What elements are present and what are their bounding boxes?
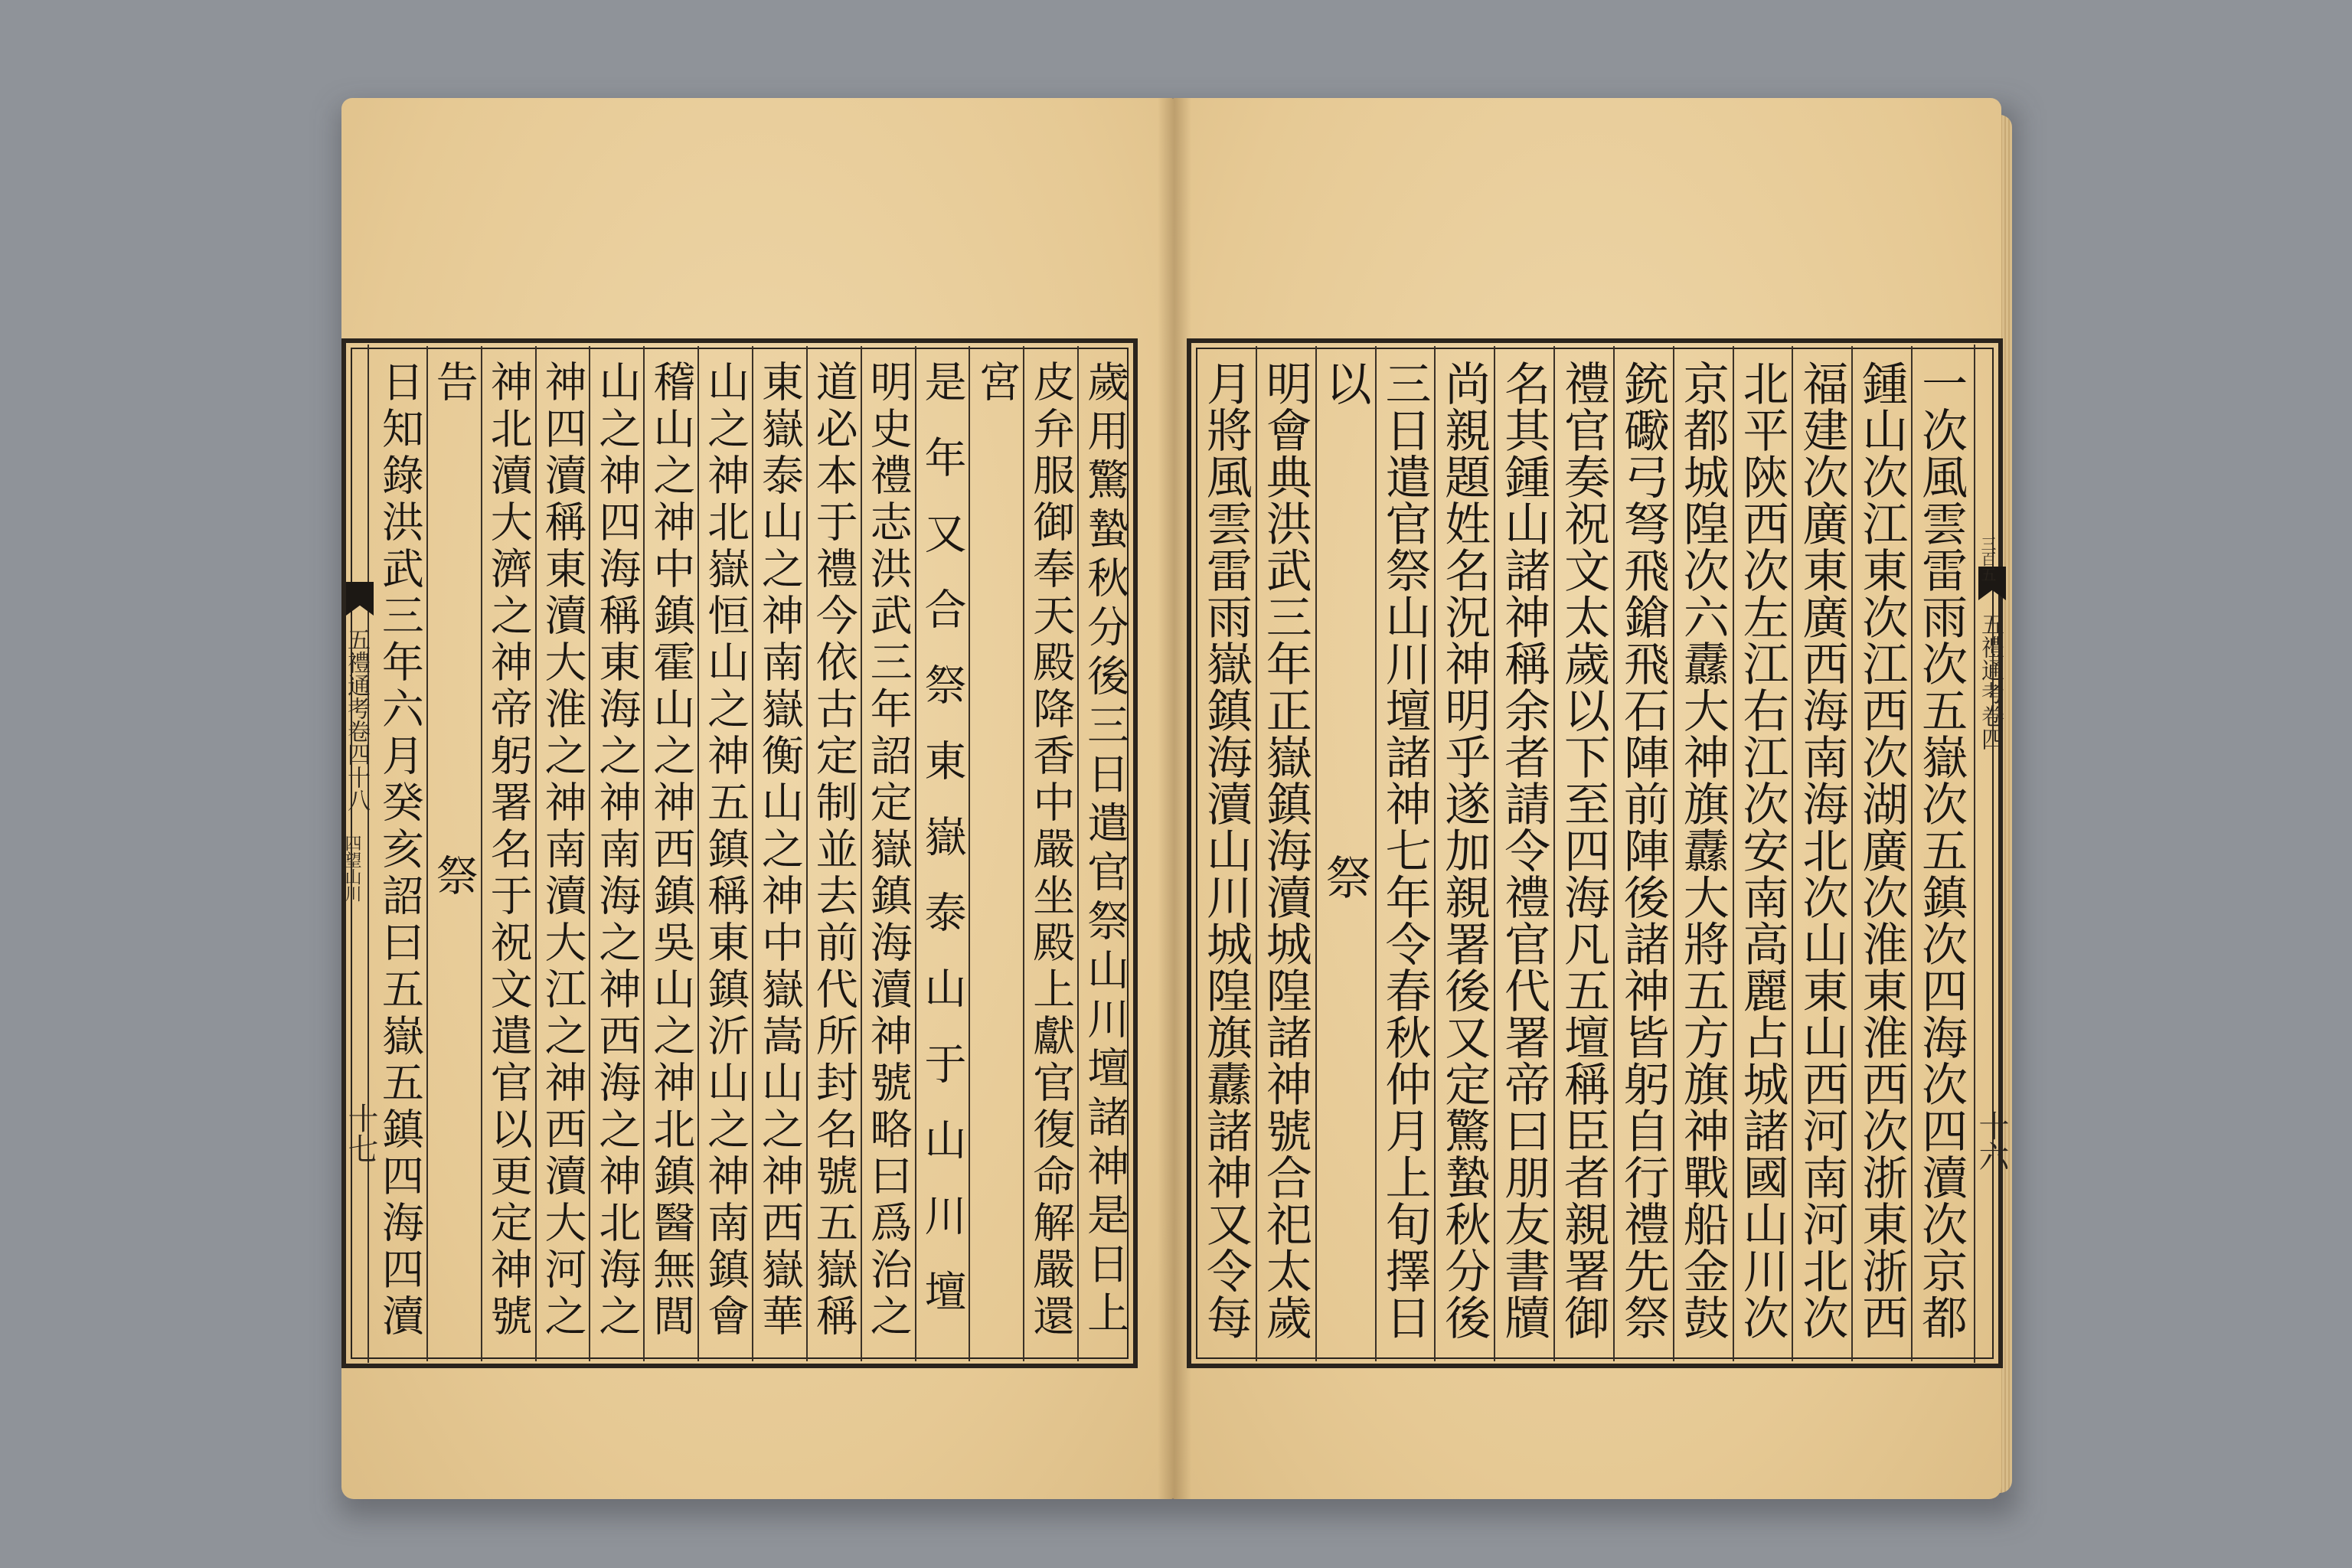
bleed-through xyxy=(1348,130,1404,176)
column-rule xyxy=(535,346,537,1361)
column-rule xyxy=(969,346,970,1361)
right-column-4: 北平陝西次左江右江次安南高麗占城諸國山川次 xyxy=(1735,360,1789,1341)
left-column-13: 告祭 xyxy=(429,360,479,1348)
column-rule xyxy=(1434,346,1436,1361)
right-column-11: 以祭 xyxy=(1318,360,1372,1348)
left-column-10: 山之神四海稱東海之神南海之神西海之神北海之 xyxy=(592,360,642,1341)
column-rule xyxy=(1077,346,1079,1361)
column-rule xyxy=(481,346,482,1361)
right-column-8: 名其鍾山諸神稱余者請令禮官代署帝曰朋友書牘 xyxy=(1497,360,1551,1341)
right-column-7: 禮官奏祝文太歲以下至四海凡五壇稱臣者親署御 xyxy=(1557,360,1610,1341)
column-rule xyxy=(915,346,916,1361)
column-rule xyxy=(1553,346,1555,1361)
column-rule xyxy=(1613,346,1615,1361)
column-rule xyxy=(1851,346,1853,1361)
right-column-5: 京都城隍次六纛大神旗纛大將五方旗神戰船金鼓 xyxy=(1675,360,1730,1341)
right-column-9: 尚親題姓名況神明乎遂加親署後又定驚蟄秋分後 xyxy=(1437,360,1491,1341)
column-rule xyxy=(643,346,645,1361)
column-rule xyxy=(697,346,699,1361)
column-rule xyxy=(589,346,590,1361)
column-rule xyxy=(752,346,753,1361)
right-column-13: 月將風雲雷雨嶽鎮海瀆山川城隍旗纛諸神又令每 xyxy=(1198,360,1253,1341)
right-folio-bottom: 十六 xyxy=(1974,1110,2009,1171)
left-column-2: 皮弁服御奉天殿降香中嚴坐殿上獻官復命解嚴還 xyxy=(1026,360,1076,1341)
left-section-label: 四望山川 xyxy=(342,835,361,902)
left-column-5: 明史禮志洪武三年詔定嶽鎮海瀆神號略曰爲治之 xyxy=(863,360,913,1341)
column-rule xyxy=(1023,346,1024,1361)
column-rule xyxy=(806,346,808,1361)
left-column-7: 東嶽泰山之神南嶽衡山之神中嶽嵩山之神西嶽華 xyxy=(754,360,804,1341)
column-rule xyxy=(1256,346,1257,1361)
right-column-10: 三日遣官祭山川壇諸神七年令春秋仲月上旬擇日 xyxy=(1377,360,1432,1341)
column-rule xyxy=(1911,346,1913,1361)
right-column-2: 鍾山次江東次江西次湖廣次淮東淮西次浙東浙西 xyxy=(1854,360,1909,1341)
column-rule xyxy=(426,346,428,1361)
left-column-8: 山之神北嶽恒山之神五鎮稱東鎮沂山之神南鎮會 xyxy=(701,360,750,1341)
right-column-1: 一次風雲雷雨次五嶽次五鎮次四海次四瀆次京都 xyxy=(1914,360,1968,1341)
left-column-4: 是年又合祭東嶽泰山于山川壇 xyxy=(917,360,967,1345)
column-rule xyxy=(1673,346,1674,1361)
left-column-12: 神北瀆大濟之神帝躬署名于祝文遣官以更定神號 xyxy=(483,360,533,1341)
left-margin-rule xyxy=(368,345,369,1363)
right-header-margin: 五禮通考卷四 xyxy=(1977,612,2004,750)
column-rule xyxy=(1792,346,1793,1361)
column-rule xyxy=(1733,346,1734,1361)
right-column-12: 明會典洪武三年正嶽鎮海瀆城隍諸神號合祀太歲 xyxy=(1258,360,1312,1341)
right-margin-rule xyxy=(1974,345,1975,1363)
left-column-11: 神四瀆稱東瀆大淮之神南瀆大江之神西瀆大河之 xyxy=(537,360,587,1341)
column-rule xyxy=(861,346,862,1361)
left-column-3: 宮 xyxy=(972,360,1021,1348)
left-column-9: 稽山之神中鎮霍山之神西鎮吳山之神北鎮醫無閭 xyxy=(646,360,696,1341)
left-column-14: 日知錄洪武三年六月癸亥詔曰五嶽五鎮四海四瀆 xyxy=(374,360,424,1341)
right-column-3: 福建次廣東廣西海南海北次山東山西河南河北次 xyxy=(1795,360,1849,1341)
right-column-6: 銃礮弓弩飛鎗飛石陣前陣後諸神皆躬自行禮先祭 xyxy=(1615,360,1670,1341)
right-folio-top: 三百五 xyxy=(1978,536,1997,582)
left-folio: 十七 xyxy=(343,1102,378,1164)
left-column-1: 歲用驚蟄秋分後三日遣官祭山川壇諸神是日上 xyxy=(1080,360,1130,1340)
column-rule xyxy=(1494,346,1495,1361)
left-column-6: 道必本于禮今依古定制並去前代所封名號五嶽稱 xyxy=(808,360,858,1341)
column-rule xyxy=(1375,346,1377,1361)
left-header-margin: 五禮通考卷四十八 xyxy=(343,628,370,812)
column-rule xyxy=(1315,346,1317,1361)
